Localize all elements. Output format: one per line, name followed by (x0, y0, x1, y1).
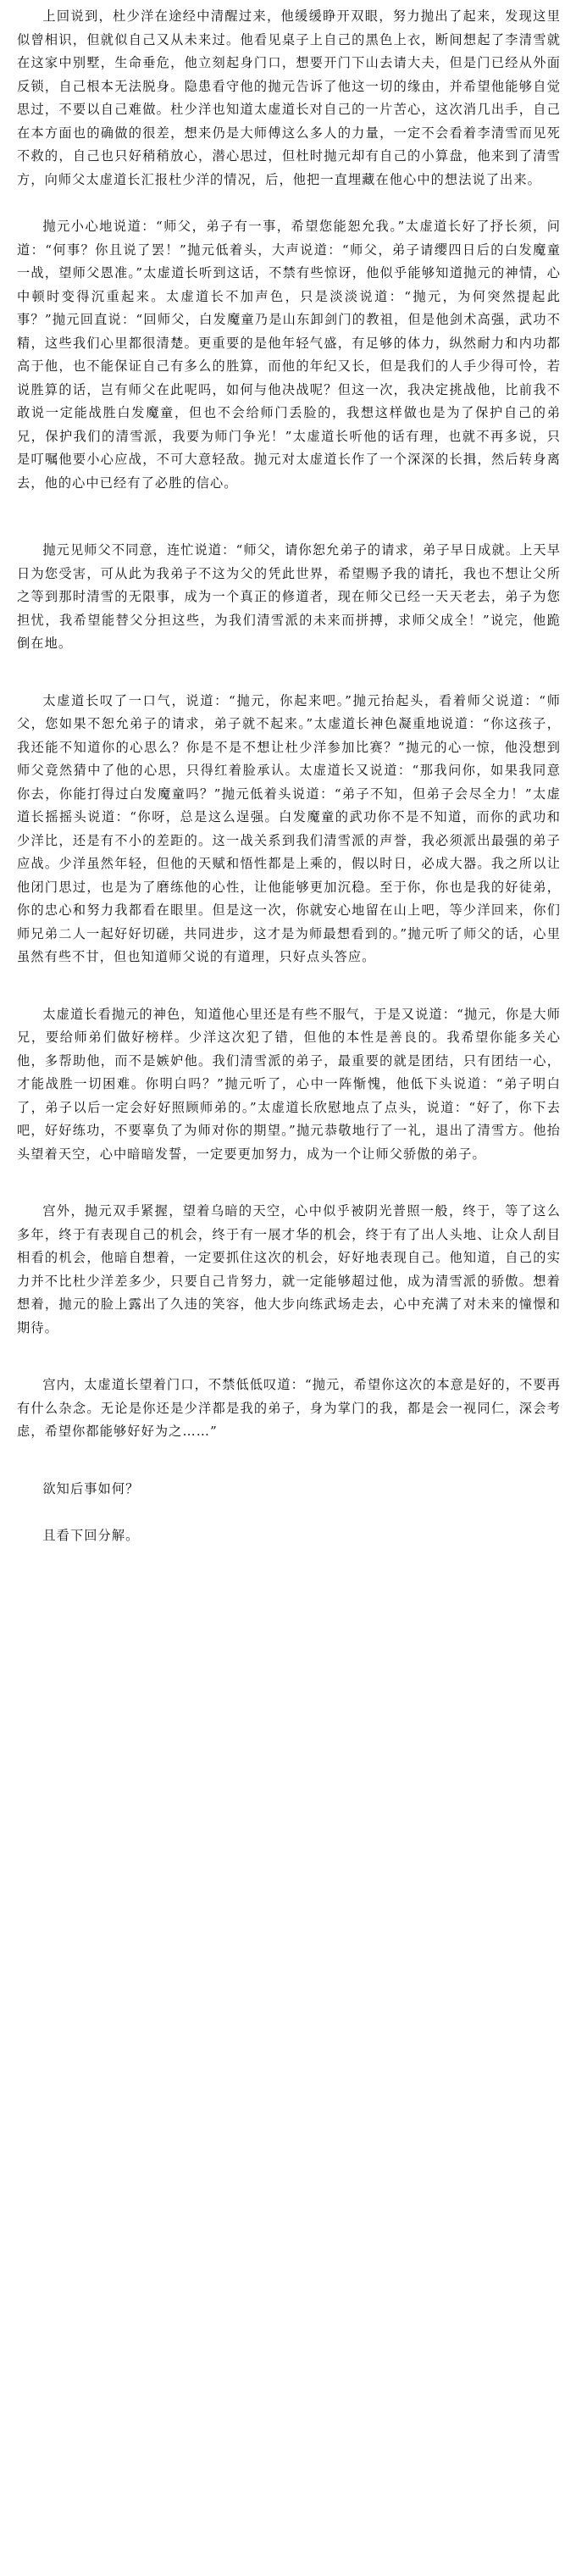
paragraph-gap (17, 1340, 561, 1374)
paragraph-3: 抛元见师父不同意，连忙说道：“师父，请你恕允弟子的请求，弟子早日成就。上天早日为您受害，可从此为我弟子不这为父的凭此世界，希望赐予我的请托，我也不想让父所之等到那时清雪的无限事，成为一个真正的修道者，现在师父已经一天天老去，弟子为您担忧，我希望能替父分担这些，为我们清雪派的未来而拼搏，求师父成全！”说完，他跪倒在地。 (17, 542, 561, 651)
paragraph-5: 太虚道长看抛元的神色，知道他心里还是有些不服气，于是又说道：“抛元，你是大师兄，要给师弟们做好榜样。少洋这次犯了错，但他的本性是善良的。我希望你能多关心他，多帮助他，而不是嫉妒他。我们清雪派的弟子，最重要的就是团结，只有团结一心，才能战胜一切困难。你明白吗？”抛元听了，心中一阵惭愧，他低下头说道：“弟子明白了，弟子以后一定会好好照顾师弟的。”太虚道长欣慰地点了点头，说道：“好了，你下去吧，好好练功，不要辜负了为师对你的期望。”抛元恭敬地行了一礼，退出了清雪方。他抬头望着天空，心中暗暗发誓，一定要更加努力，成为一个让师父骄傲的弟子。 (17, 1006, 561, 1162)
paragraph-4: 太虚道长叹了一口气，说道：“抛元，你起来吧。”抛元抬起头，看着师父说道：“师父，您如果不恕允弟子的请求，弟子就不起来。”太虚道长神色凝重地说道：“你这孩子，我还能不知道你的心思么？你是不是不想让杜少洋参加比赛？”抛元的心一惊，他没想到师父竟然猜中了他的心思，只得红着脸承认。太虚道长又说道：“那我问你，如果我同意你去，你能打得过白发魔童吗？”抛元低着头说道：“弟子不知，但弟子会尽全力！”太虚道长摇摇头说道：“你呀，总是这么逞强。白发魔童的武功你不是不知道，而你的武功和少洋比，还是有不小的差距的。这一战关系到我们清雪派的声誉，我必须派出最强的弟子应战。少洋虽然年轻，但他的天赋和悟性都是上乘的，假以时日，必成大器。我之所以让他闭门思过，也是为了磨练他的心性，让他能够更加沉稳。至于你，你也是我的好徒弟，你的忠心和努力我都看在眼里。但是这一次，你就安心地留在山上吧，等少洋回来，你们师兄弟二人一起好好切磋，共同进步，这才是为师最想看到的。”抛元听了师父的话，心里虽然有些不甘，但也知道师父说的有道理，只好点头答应。 (17, 692, 561, 964)
closing-next-chapter: 且看下回分解。 (42, 1528, 140, 1543)
paragraph-gap (17, 1444, 561, 1478)
paragraph-6: 宫外，抛元双手紧握，望着乌暗的天空，心中似乎被阴光普照一般，终于，等了这么多年，终于有表现自己的机会，终于有一展才华的机会，终于有了出人头地、让众人刮目相看的机会，他暗自想着，一定要抓住这次的机会，好好地表现自己。他知道，自己的实力并不比杜少洋差多少，只要自己肯努力，就一定能够超过他，成为清雪派的骄傲。想着想着，抛元的脸上露出了久违的笑容，他大步向练武场走去，心中充满了对未来的憧憬和期待。 (17, 1203, 561, 1335)
paragraph-7: 宫内，太虚道长望着门口，不禁低低叹道：“抛元，希望你这次的本意是好的，不要再有什么杂念。无论是你还是少洋都是我的弟子，身为掌门的我，都是会一视同仁，深会考虑，希望你都能够好好为之……” (17, 1377, 561, 1439)
paragraph-gap (17, 1501, 561, 1524)
paragraph-gap (17, 495, 561, 539)
paragraph-gap (17, 969, 561, 1003)
paragraph-2: 抛元小心地说道：“师父，弟子有一事，希望您能恕允我。”太虚道长好了抒长须，问道：“何事？你且说了罢！”抛元低着头，大声说道：“师父，弟子请缨四日后的白发魔童一战，望师父恩准。”太虚道长听到这话，不禁有些惊讶，他似乎能够知道抛元的神情，心中顿时变得沉重起来。太虚道长不加声色，只是淡淡说道：“抛元，为何突然提起此事？”抛元回直说：“回师父，白发魔童乃是山东卸剑门的教祖，但是他剑术高强，武功不精，这些我们心里都很清楚。更重要的是他年轻气盛，有足够的体力，纵然耐力和内功都高于他，也不能保证自己有多么的胜算，而他的年纪又长，但是我们的人手少得可怜，若说胜算的话，岂有师父在此呢吗，如何与他决战呢？但这一次，我决定挑战他，比前我不敢说一定能战胜白发魔童，但也不会给师门丢脸的，我想这样做也是为了保护自己的弟兄，保护我们的清雪派，我要为师门争光！”太虚道长听他的话有理，也就不再多说，只是叮嘱他要小心应战，不可大意轻敌。抛元对太虚道长作了一个深深的长揖，然后转身离去，他的心中已经有了必胜的信心。 (17, 219, 561, 491)
paragraph-gap (17, 192, 561, 215)
paragraph-gap (17, 1166, 561, 1200)
paragraph-1: 上回说到，杜少洋在途经中清醒过来，他缓缓睁开双眼，努力抛出了起来，发现这里似曾相识，但就似自己又从未来过。他看见桌子上自己的黑色上衣，断间想起了李清雪就在这家中别墅，生命垂危，他立刻起身门口，想要开门下山去请大夫，但是门已经从外面反锁，自己根本无法脱身。隐患看守他的抛元告诉了他这一切的缘由，并希望他能够自觉思过，不要以自己难做。杜少洋也知道太虚道长对自己的一片苦心，这次消几出手，自己在本方面也的确做的很差，想来仍是大师傅这么多人的力量，一定不会看着李清雪而见死不救的，自己也只好稍稍放心，潜心思过，但杜时抛元却有自己的小算盘，他来到了清雪方，向师父太虚道长汇报杜少洋的情况，后，他把一直埋藏在他心中的想法说了出来。 (17, 8, 561, 187)
closing-question: 欲知后事如何？ (42, 1480, 140, 1496)
paragraph-gap (17, 656, 561, 690)
